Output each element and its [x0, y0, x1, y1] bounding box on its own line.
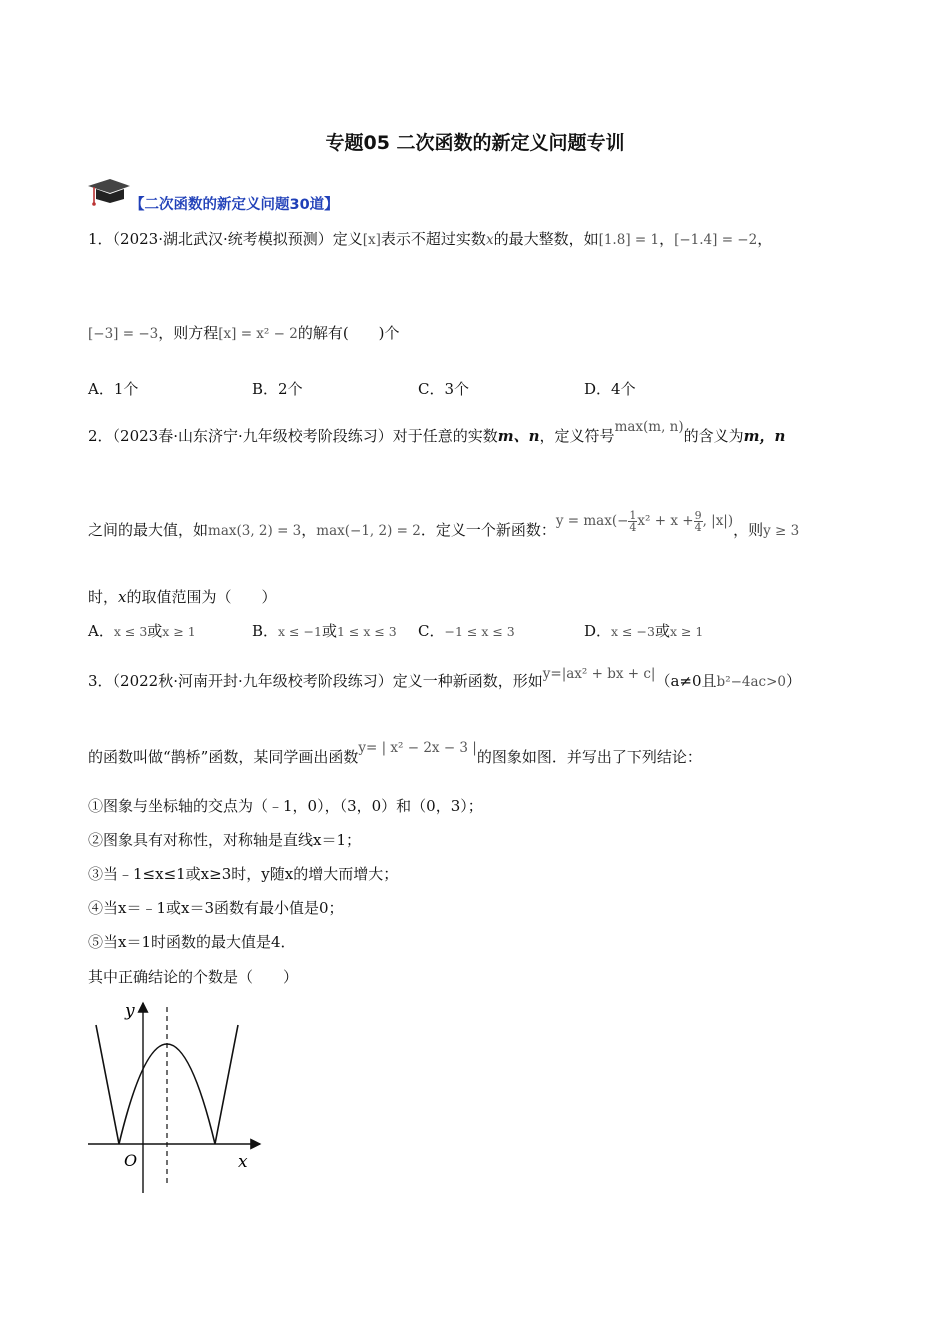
q2-text: 2．（2023春·山东济宁·九年级校考阶段练习）对于任意的实数: [88, 427, 498, 445]
page-title: 专题05 二次函数的新定义问题专训: [325, 132, 625, 154]
option-math: x ≥ 1: [162, 624, 196, 639]
option-text: 或: [147, 622, 163, 640]
statement-3: ③当﹣1≤x≤1或x≥3时，y随x的增大而增大；: [88, 865, 399, 883]
x-symbol: x: [118, 588, 127, 606]
q2-text: 时，: [88, 588, 119, 606]
drawn-function: y= | x² − 2x − 3 |: [358, 740, 477, 756]
statement-1: ①图象与坐标轴的交点为（﹣1，0），（3，0）和（0，3）；: [88, 797, 483, 815]
q3-text: 3．（2022秋·河南开封·九年级校考阶段练习）定义一种新函数，形如: [88, 672, 543, 690]
floor-example-1: [1.8] = 1: [598, 232, 660, 248]
question-1-line-2: [88, 322, 400, 343]
origin-label: O: [124, 1151, 138, 1170]
option-math: x ≥ 1: [669, 624, 704, 639]
statement-2: ②图象具有对称性，对称轴是直线x＝1；: [88, 831, 362, 849]
option-letter: A．: [88, 622, 114, 640]
x-axis-label: x: [238, 1152, 248, 1172]
q1-text: 1．（2023·湖北武汉·统考模拟预测）定义: [88, 230, 363, 248]
q1-option-b[interactable]: B．2个: [252, 380, 303, 398]
q1-option-a[interactable]: A．1个: [88, 380, 139, 398]
q1-text: ，: [659, 230, 675, 248]
q1-text: ，: [757, 230, 773, 248]
statement-4: ④当x＝﹣1或x＝3函数有最小值是0；: [88, 899, 344, 917]
option-math: 1 ≤ x ≤ 3: [336, 624, 397, 639]
fraction-denominator: 4: [694, 521, 702, 534]
option-letter: D．: [584, 622, 612, 640]
q3-text: ）: [786, 672, 802, 690]
max-symbol: max(m, n): [614, 419, 684, 435]
graduation-cap-icon: [86, 176, 132, 210]
q2-option-d[interactable]: [584, 620, 703, 641]
q2-text: ，: [301, 521, 317, 539]
question-2-line-3: [88, 586, 277, 607]
question-3-line-1: [88, 666, 802, 691]
option-math: x ≤ 3: [113, 624, 148, 639]
option-math: x ≤ −1: [278, 624, 322, 639]
x-symbol: x: [485, 232, 494, 248]
fraction-denominator: 4: [629, 521, 637, 534]
q1-text: ，则方程: [158, 324, 219, 342]
max-example-1: max(3, 2) = 3: [208, 523, 302, 539]
new-function: [555, 509, 734, 534]
discriminant-condition: b²−4ac>0: [716, 674, 787, 690]
mn-symbols-2: m，n: [743, 427, 786, 445]
y-condition: y ≥ 3: [763, 523, 800, 539]
q1-text: 的最大整数，如: [493, 230, 599, 248]
question-3-line-2: [88, 740, 702, 767]
q3-text: 的函数叫做“鹊桥”函数，某同学画出函数: [88, 748, 359, 766]
fraction-numerator: 1: [629, 509, 637, 522]
option-math: −1 ≤ x ≤ 3: [444, 624, 515, 639]
section-heading: 【二次函数的新定义问题30道】: [130, 197, 339, 213]
option-math: x ≤ −3: [611, 624, 655, 639]
q3-text: （a≠0且: [655, 672, 717, 690]
q1-text: 表示不超过实数: [380, 230, 486, 248]
q1-text: 的解有( )个: [297, 324, 400, 342]
function-graph: [80, 995, 270, 1200]
q2-text: 的取值范围为（ ）: [126, 588, 277, 606]
question-3-ask: 其中正确结论的个数是（ ）: [88, 968, 299, 986]
floor-x-formula: [x]: [362, 232, 381, 248]
question-2-line-1: [88, 419, 786, 446]
question-2-line-2: [88, 509, 800, 543]
q2-text: 之间的最大值，如: [88, 521, 209, 539]
floor-example-2: [−1.4] = −2: [674, 232, 758, 248]
quebec-function-form: y=|ax² + bx + c|: [542, 666, 656, 682]
fraction-numerator: 9: [694, 509, 702, 522]
q3-text: 的图象如图．并写出了下列结论：: [476, 748, 702, 766]
fraction-nine-quarters: [694, 510, 703, 533]
q1-option-d[interactable]: D．4个: [584, 380, 636, 398]
question-1-line-1: [88, 228, 772, 249]
option-letter: B．: [252, 622, 279, 640]
q2-text: 的含义为: [683, 427, 744, 445]
option-text: 或: [654, 622, 670, 640]
q2-option-a[interactable]: [88, 620, 196, 641]
equation: [x] = x² − 2: [218, 326, 298, 342]
q2-text: ，则: [733, 521, 764, 539]
max-example-2: max(−1, 2) = 2: [316, 523, 421, 539]
q1-option-c[interactable]: C．3个: [418, 380, 470, 398]
floor-example-3: [−3] = −3: [88, 326, 159, 342]
q2-text: ，定义符号: [539, 427, 615, 445]
q2-text: ．定义一个新函数：: [420, 521, 556, 539]
q2-option-b[interactable]: [252, 620, 397, 641]
y-axis-label: y: [125, 1001, 135, 1021]
option-text: 或: [321, 622, 337, 640]
q2-option-c[interactable]: [418, 620, 515, 641]
new-function-part: , |x|): [702, 513, 734, 529]
option-letter: C．: [418, 622, 445, 640]
new-function-part: x² + x +: [637, 513, 694, 529]
statement-5: ⑤当x＝1时函数的最大值是4．: [88, 933, 296, 951]
new-function-part: y = max(−: [555, 513, 629, 529]
mn-symbols: m、n: [497, 427, 540, 445]
